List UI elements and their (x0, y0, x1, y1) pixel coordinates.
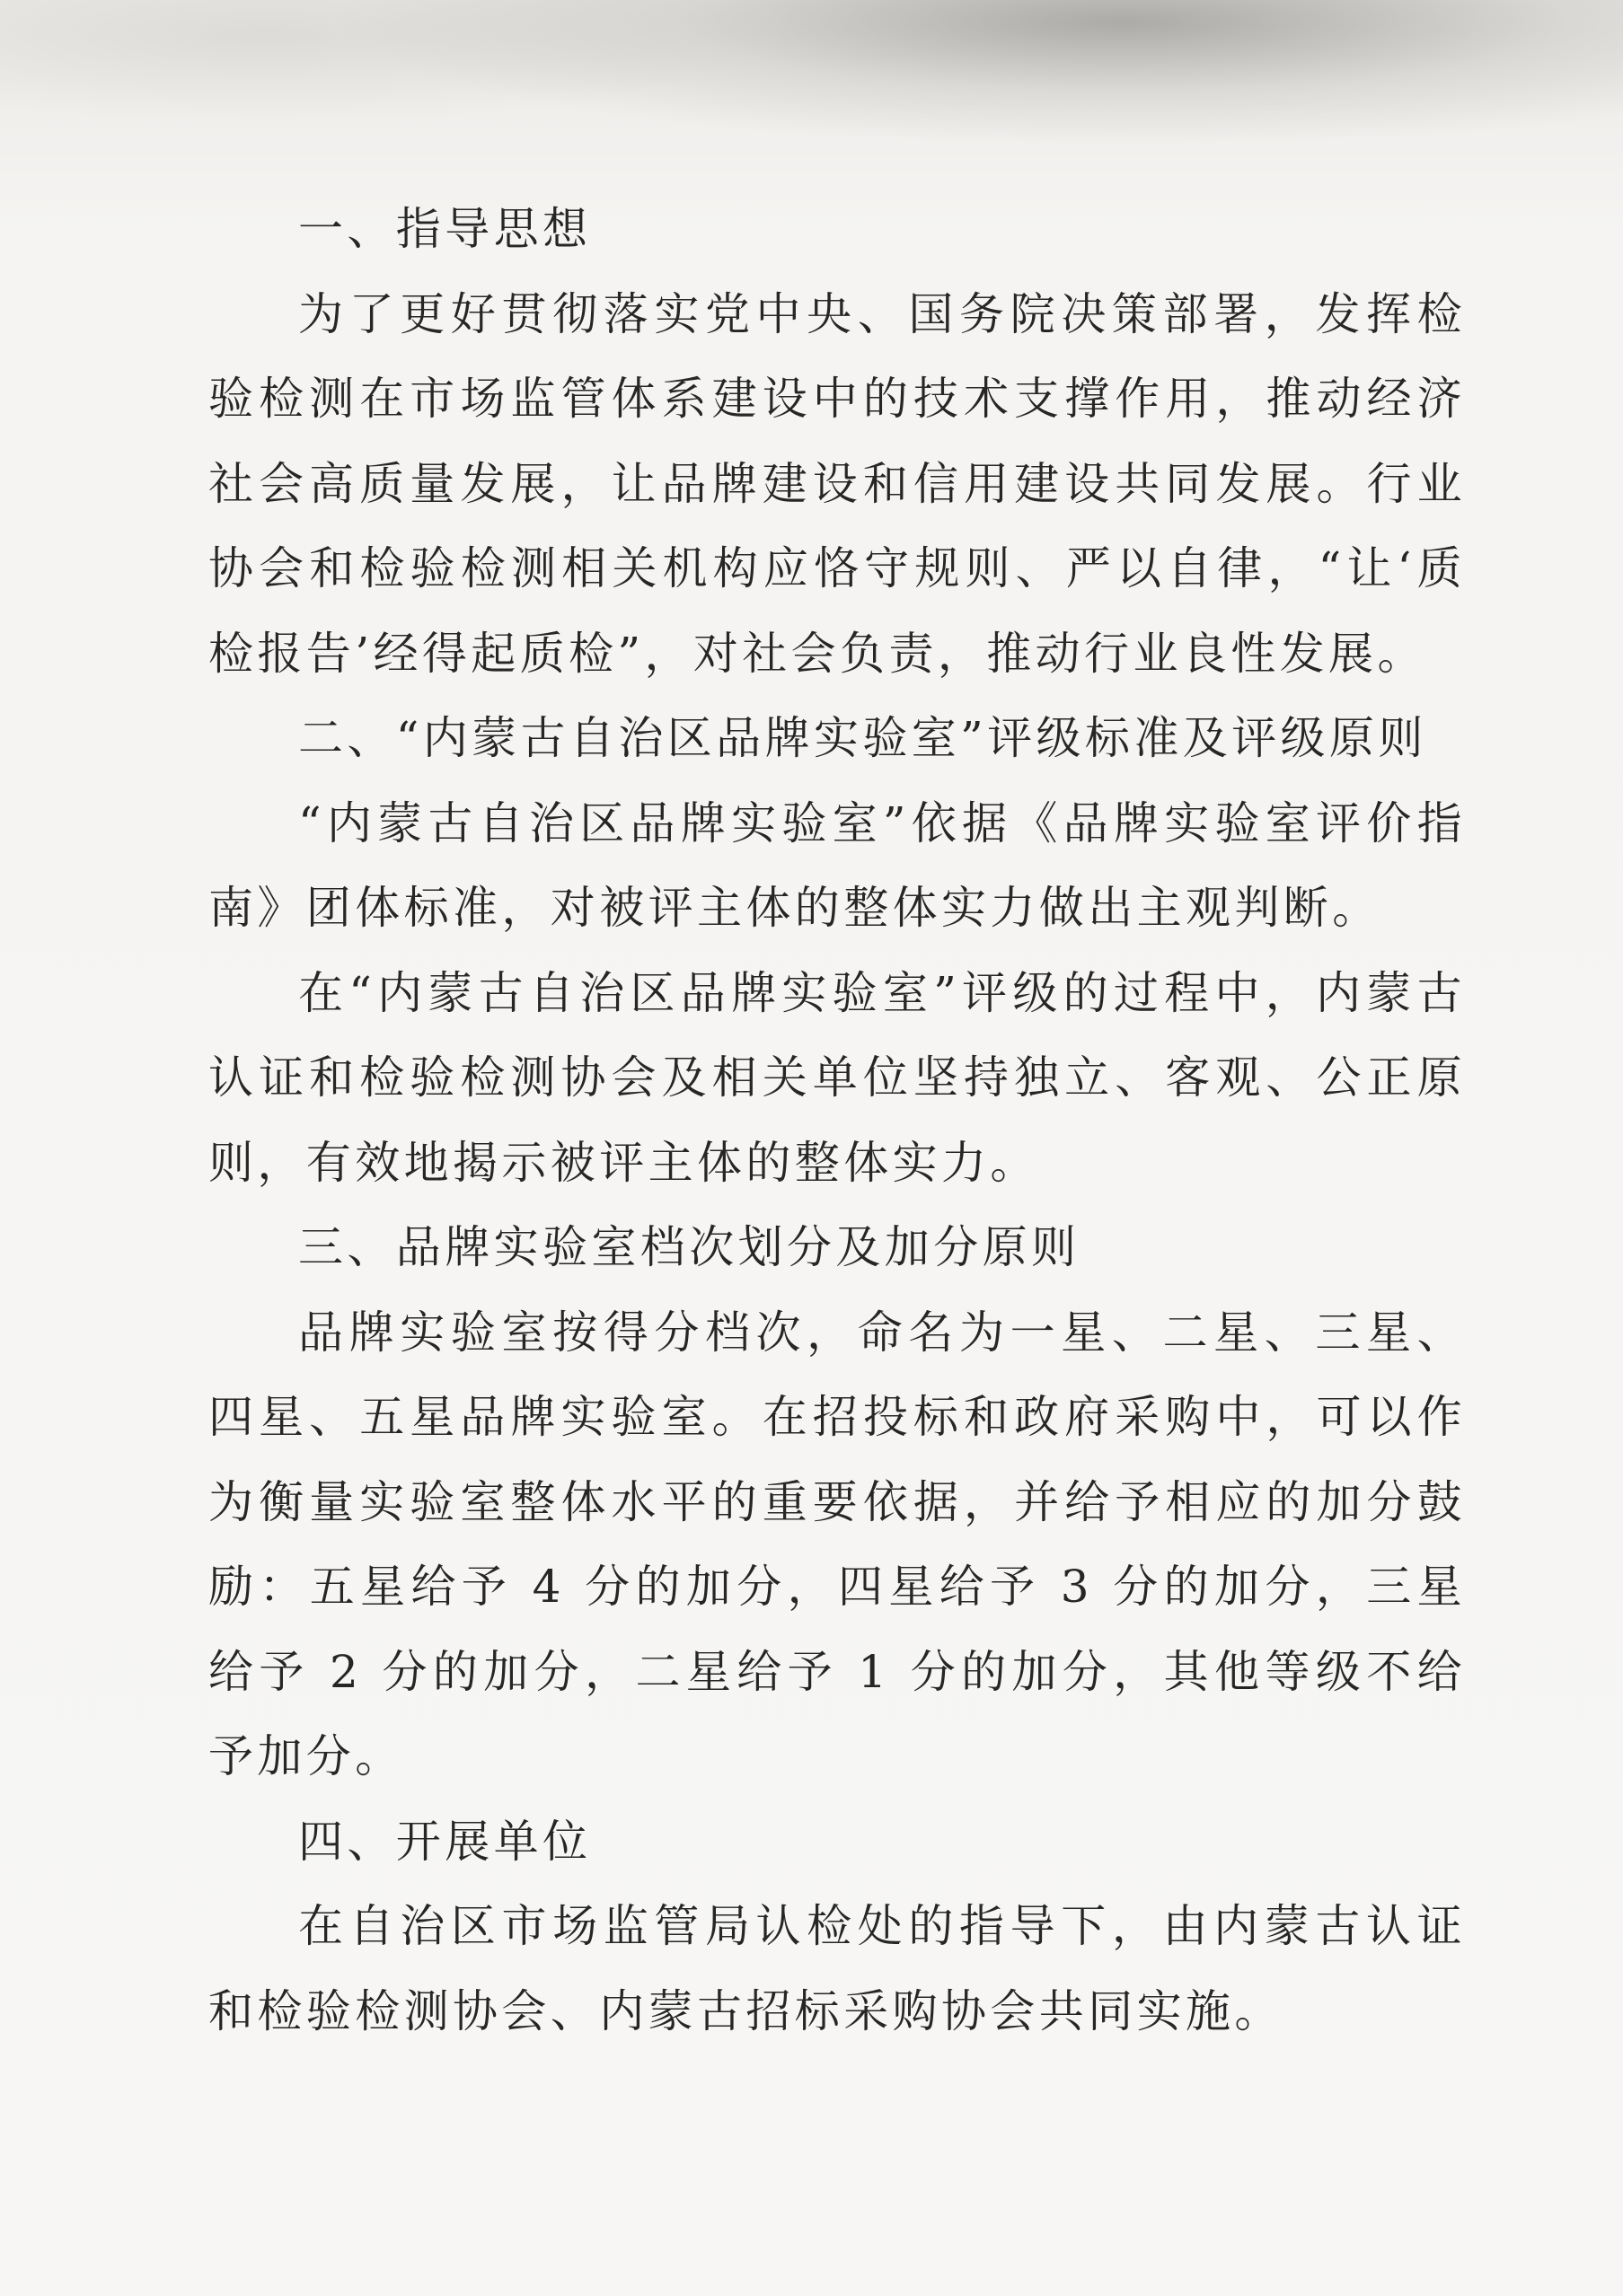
section-heading-organizers: 四、开展单位 (298, 1815, 592, 1868)
paragraph-rating-principles: 在“内蒙古自治区品牌实验室”评级的过程中，内蒙古认证和检验检测协会及相关单位坚持独立、客观、公正原则，有效地揭示被评主体的整体实力。 (208, 966, 1466, 1189)
paragraph-organizers: 在自治区市场监管局认检处的指导下，由内蒙古认证和检验检测协会、内蒙古招标采购协会共同实施。 (208, 1900, 1466, 2037)
paragraph-grade-levels: 品牌实验室按得分档次，命名为一星、二星、三星、四星、五星品牌实验室。在招投标和政府采购中，可以作为衡量实验室整体水平的重要依据，并给予相应的加分鼓励：五星给予 4 分的加分，四星给予 3 分的加分，三星给予 2 分的加分，二星给予 1 分的加分，其他等级不给予加分。 (208, 1306, 1466, 1782)
paragraph-rating-basis: “内蒙古自治区品牌实验室”依据《品牌实验室评价指南》团体标准，对被评主体的整体实力做出主观判断。 (208, 796, 1466, 934)
document-body (208, 187, 1466, 2054)
section-heading-guiding-ideology: 一、指导思想 (298, 203, 592, 255)
section-heading-rating-standard: 二、“内蒙古自治区品牌实验室”评级标准及评级原则 (298, 712, 1427, 764)
section-heading-grade-levels: 三、品牌实验室档次划分及加分原则 (298, 1221, 1081, 1273)
paragraph-guiding-ideology: 为了更好贯彻落实党中央、国务院决策部署，发挥检验检测在市场监管体系建设中的技术支撑作用，推动经济社会高质量发展，让品牌建设和信用建设共同发展。行业协会和检验检测相关机构应恪守规则、严以自律，“让‘质检报告’经得起质检”，对社会负责，推动行业良性发展。 (208, 287, 1466, 680)
